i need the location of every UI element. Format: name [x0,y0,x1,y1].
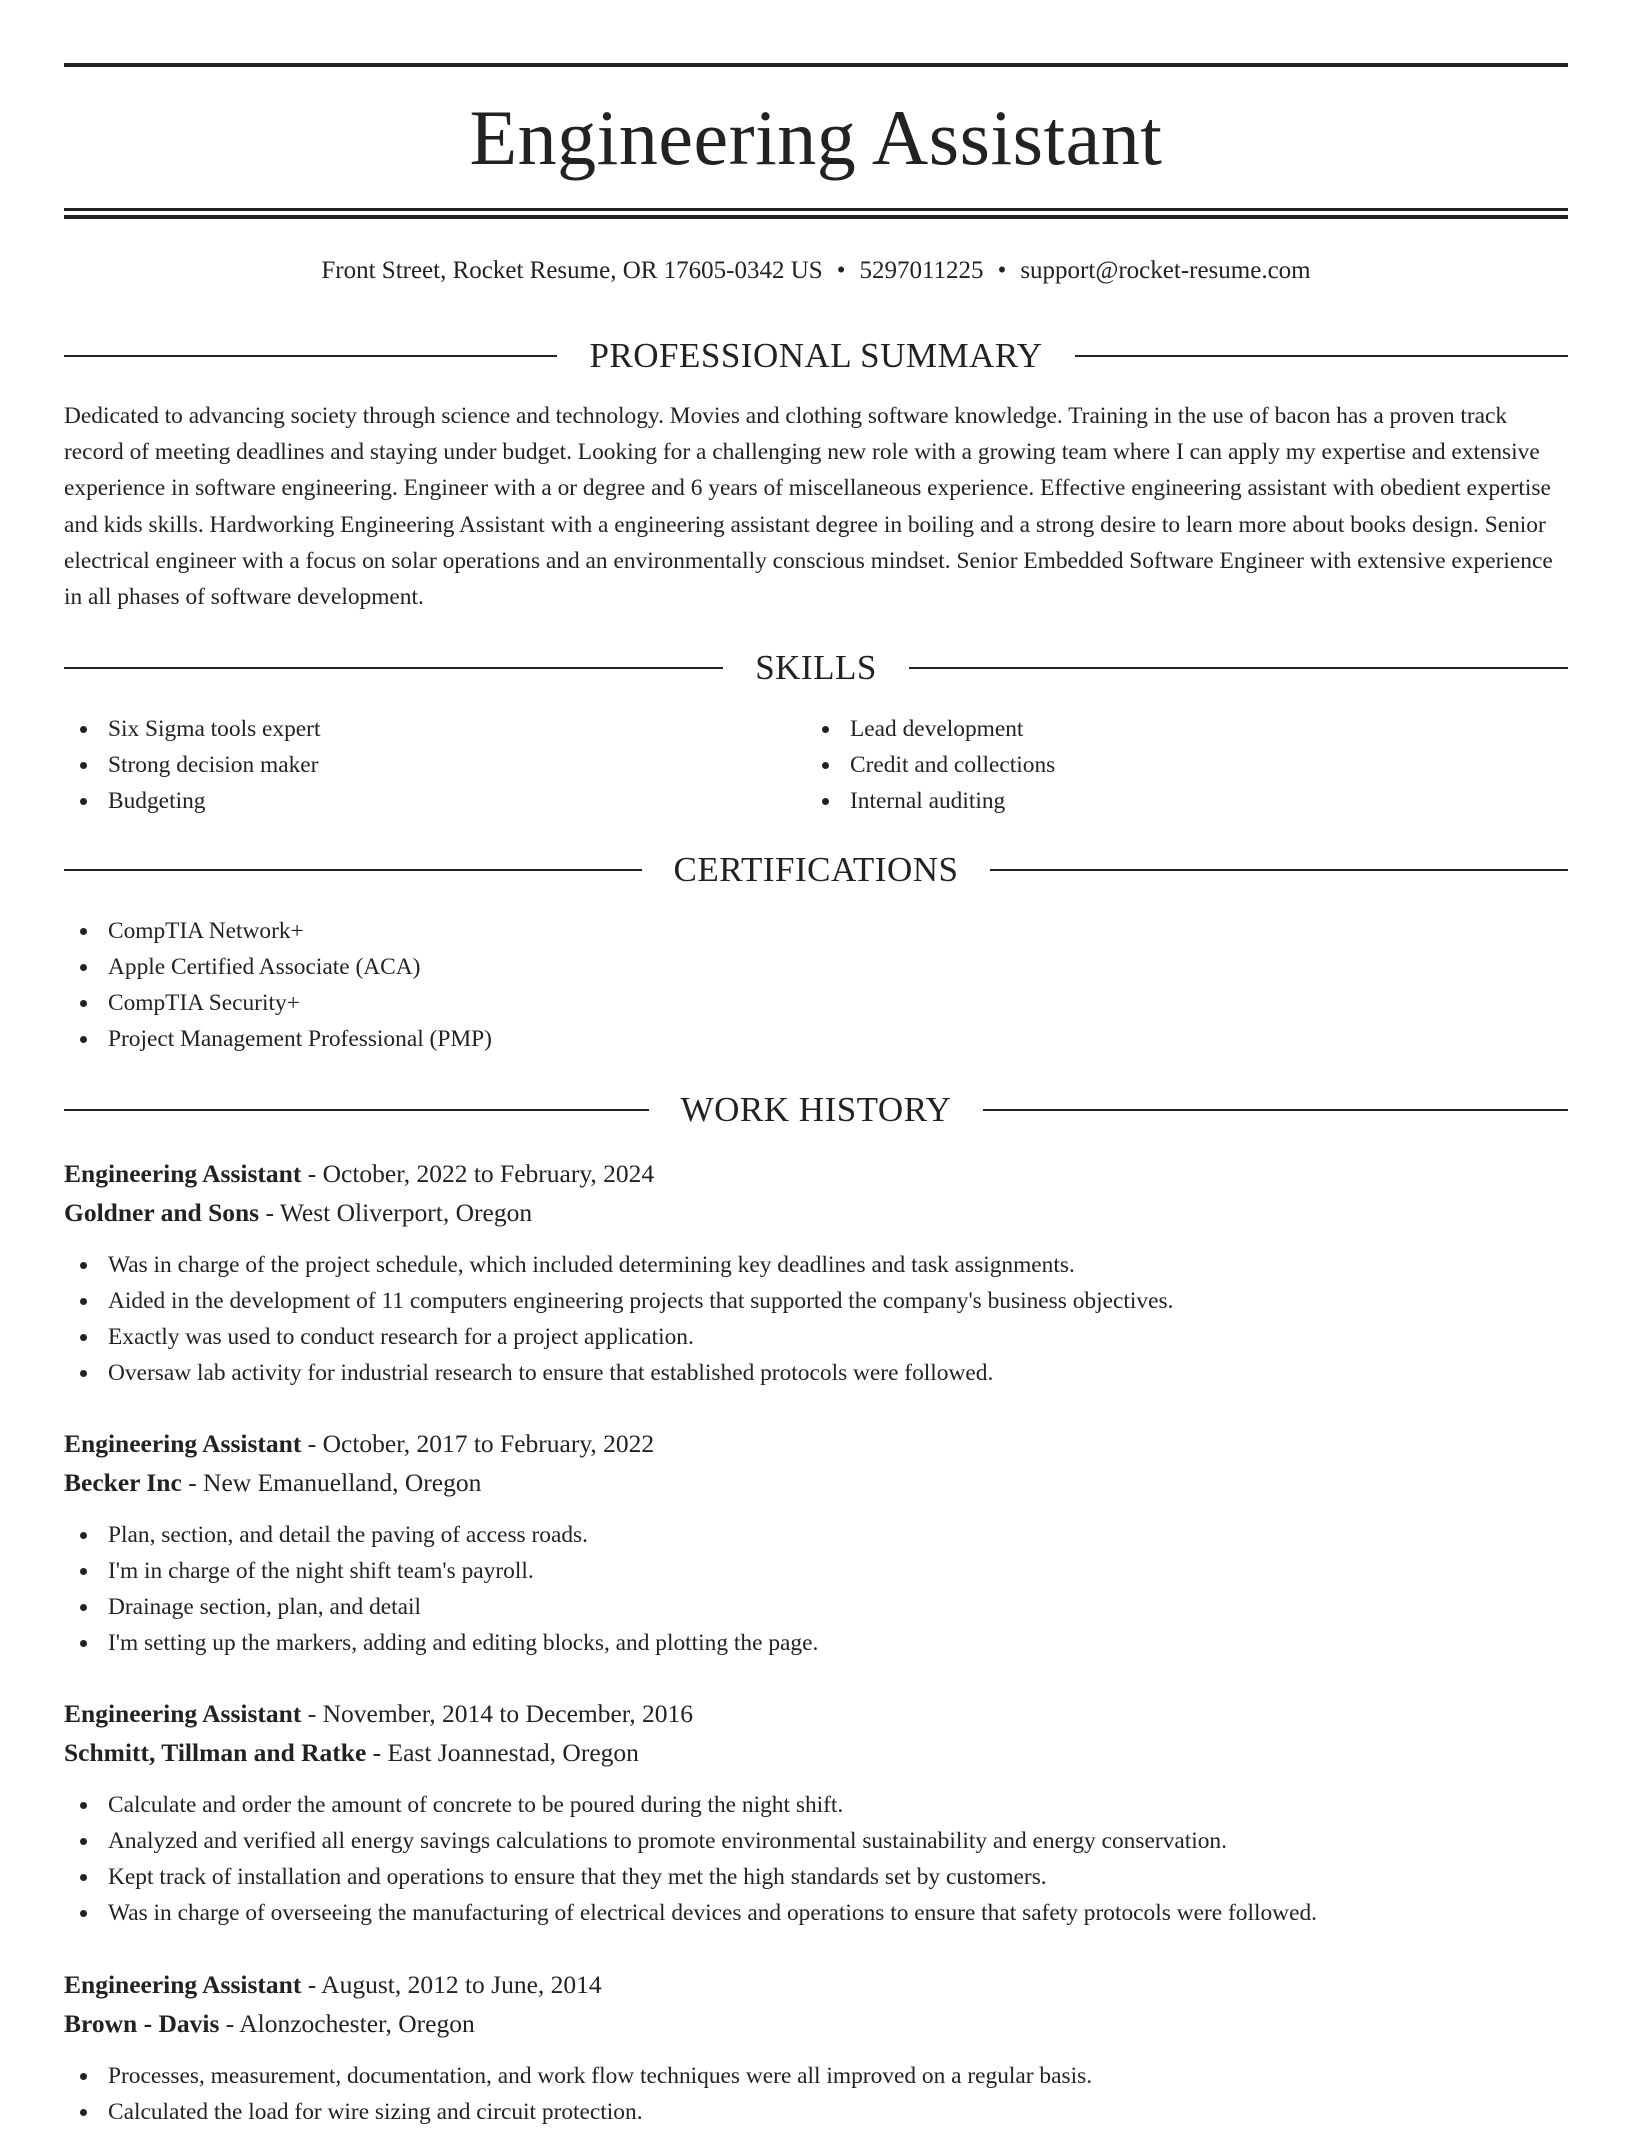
skills-heading [64,645,1568,691]
heading-rule [909,667,1568,669]
job-bullet: Plan, section, and detail the paving of access roads. [64,1517,1568,1553]
job-location: - Alonzochester, Oregon [219,2009,475,2038]
job-dates: - October, 2022 to February, 2024 [301,1159,655,1188]
job-title-line [64,1965,1568,2004]
summary-heading-label: PROFESSIONAL SUMMARY [589,336,1043,375]
job-dates: - November, 2014 to December, 2016 [301,1699,694,1728]
job-company-line [64,1463,1568,1502]
job-company-line [64,1193,1568,1232]
job-bullet: Calculate and order the amount of concrete to be poured during the night shift. [64,1787,1568,1823]
job-entry [64,1694,1568,1931]
heading-rule [990,869,1568,871]
job-role: Engineering Assistant [64,1159,302,1188]
heading-rule [64,869,642,871]
skills-list-right [806,711,1055,819]
skill-item: Budgeting [64,783,320,819]
certification-item: CompTIA Network+ [64,913,492,949]
resume-title: Engineering Assistant [469,94,1163,181]
job-entry [64,1424,1568,1661]
job-bullets [64,1787,1568,1931]
heading-rule [64,355,557,357]
skill-item: Lead development [806,711,1055,747]
skills-heading-label: SKILLS [755,648,877,687]
job-company: Schmitt, Tillman and Ratke [64,1738,367,1767]
job-role: Engineering Assistant [64,1970,302,1999]
contact-separator: • [836,257,846,284]
certifications-heading-label: CERTIFICATIONS [673,850,959,889]
summary-text: Dedicated to advancing society through science and technology. Movies and clothing software knowledge. Training in the use of bacon has a proven track record of meeting deadlines and staying under budget. Looking for a challenging new role with a growing team where I can apply my expertise and extensive experience in software engineering. Engineer with a or degree and 6 years of miscellaneous experience. Effective engineering assistant with obedient expertise and kids skills. Hardworking Engineering Assistant with a engineering assistant degree in boiling and a strong desire to learn more about books design. Senior electrical engineer with a focus on solar operations and an environmentally conscious mindset. Senior Embedded Software Engineer with extensive experience in all phases of software development. [64,403,1553,611]
title-underline-rule-2 [64,215,1568,219]
contact-phone: 5297011225 [859,257,984,284]
contact-address: Front Street, Rocket Resume, OR 17605-0342 US [321,257,823,284]
job-bullet: I'm setting up the markers, adding and editing blocks, and plotting the page. [64,1625,1568,1661]
job-location: - East Joannestad, Oregon [366,1738,639,1767]
skill-item: Credit and collections [806,747,1055,783]
work-history-heading-label: WORK HISTORY [680,1090,952,1129]
job-bullet: Calculated the load for wire sizing and circuit protection. [64,2094,1568,2130]
skills-list-left [64,711,320,819]
job-role: Engineering Assistant [64,1699,302,1728]
job-company: Becker Inc [64,1468,182,1497]
skill-item: Internal auditing [806,783,1055,819]
job-bullets [64,1247,1568,1391]
job-bullet: I'm in charge of the night shift team's payroll. [64,1553,1568,1589]
job-bullets [64,1517,1568,1661]
work-history-heading [64,1087,1568,1133]
certification-item: Apple Certified Associate (ACA) [64,949,492,985]
job-bullet: Was in charge of overseeing the manufacturing of electrical devices and operations to ensure that safety protocols were followed. [64,1895,1568,1931]
certifications-list [64,913,492,1057]
job-location: - New Emanuelland, Oregon [181,1468,482,1497]
job-bullet: Was in charge of the project schedule, which included determining key deadlines and task assignments. [64,1247,1568,1283]
heading-rule [983,1109,1568,1111]
job-company: Goldner and Sons [64,1198,260,1227]
job-entry [64,1965,1568,2130]
job-dates: - October, 2017 to February, 2022 [301,1429,655,1458]
summary-heading [64,333,1568,379]
job-bullet: Oversaw lab activity for industrial research to ensure that established protocols were followed. [64,1355,1568,1391]
title-underline-rule [64,208,1568,211]
job-bullet: Kept track of installation and operations to ensure that they met the high standards set by customers. [64,1859,1568,1895]
contact-separator: • [997,257,1007,284]
skill-item: Six Sigma tools expert [64,711,320,747]
job-company-line [64,1733,1568,1772]
skill-item: Strong decision maker [64,747,320,783]
top-rule [64,63,1568,67]
heading-rule [1075,355,1568,357]
job-entry [64,1154,1568,1391]
job-dates: - August, 2012 to June, 2014 [301,1970,602,1999]
job-bullets [64,2058,1568,2130]
heading-rule [64,667,723,669]
job-location: - West Oliverport, Oregon [259,1198,533,1227]
job-title-line [64,1424,1568,1463]
certification-item: CompTIA Security+ [64,985,492,1021]
job-company-line [64,2004,1568,2043]
job-bullet: Processes, measurement, documentation, and work flow techniques were all improved on a regular basis. [64,2058,1568,2094]
job-title-line [64,1154,1568,1193]
contact-line [64,253,1568,289]
contact-email: support@rocket-resume.com [1020,257,1311,284]
job-bullet: Aided in the development of 11 computers engineering projects that supported the company's business objectives. [64,1283,1568,1319]
certifications-heading [64,847,1568,893]
certification-item: Project Management Professional (PMP) [64,1021,492,1057]
heading-rule [64,1109,649,1111]
job-bullet: Exactly was used to conduct research for a project application. [64,1319,1568,1355]
job-bullet: Analyzed and verified all energy savings calculations to promote environmental sustainability and energy conservation. [64,1823,1568,1859]
job-role: Engineering Assistant [64,1429,302,1458]
job-title-line [64,1694,1568,1733]
job-company: Brown - Davis [64,2009,220,2038]
job-bullet: Drainage section, plan, and detail [64,1589,1568,1625]
